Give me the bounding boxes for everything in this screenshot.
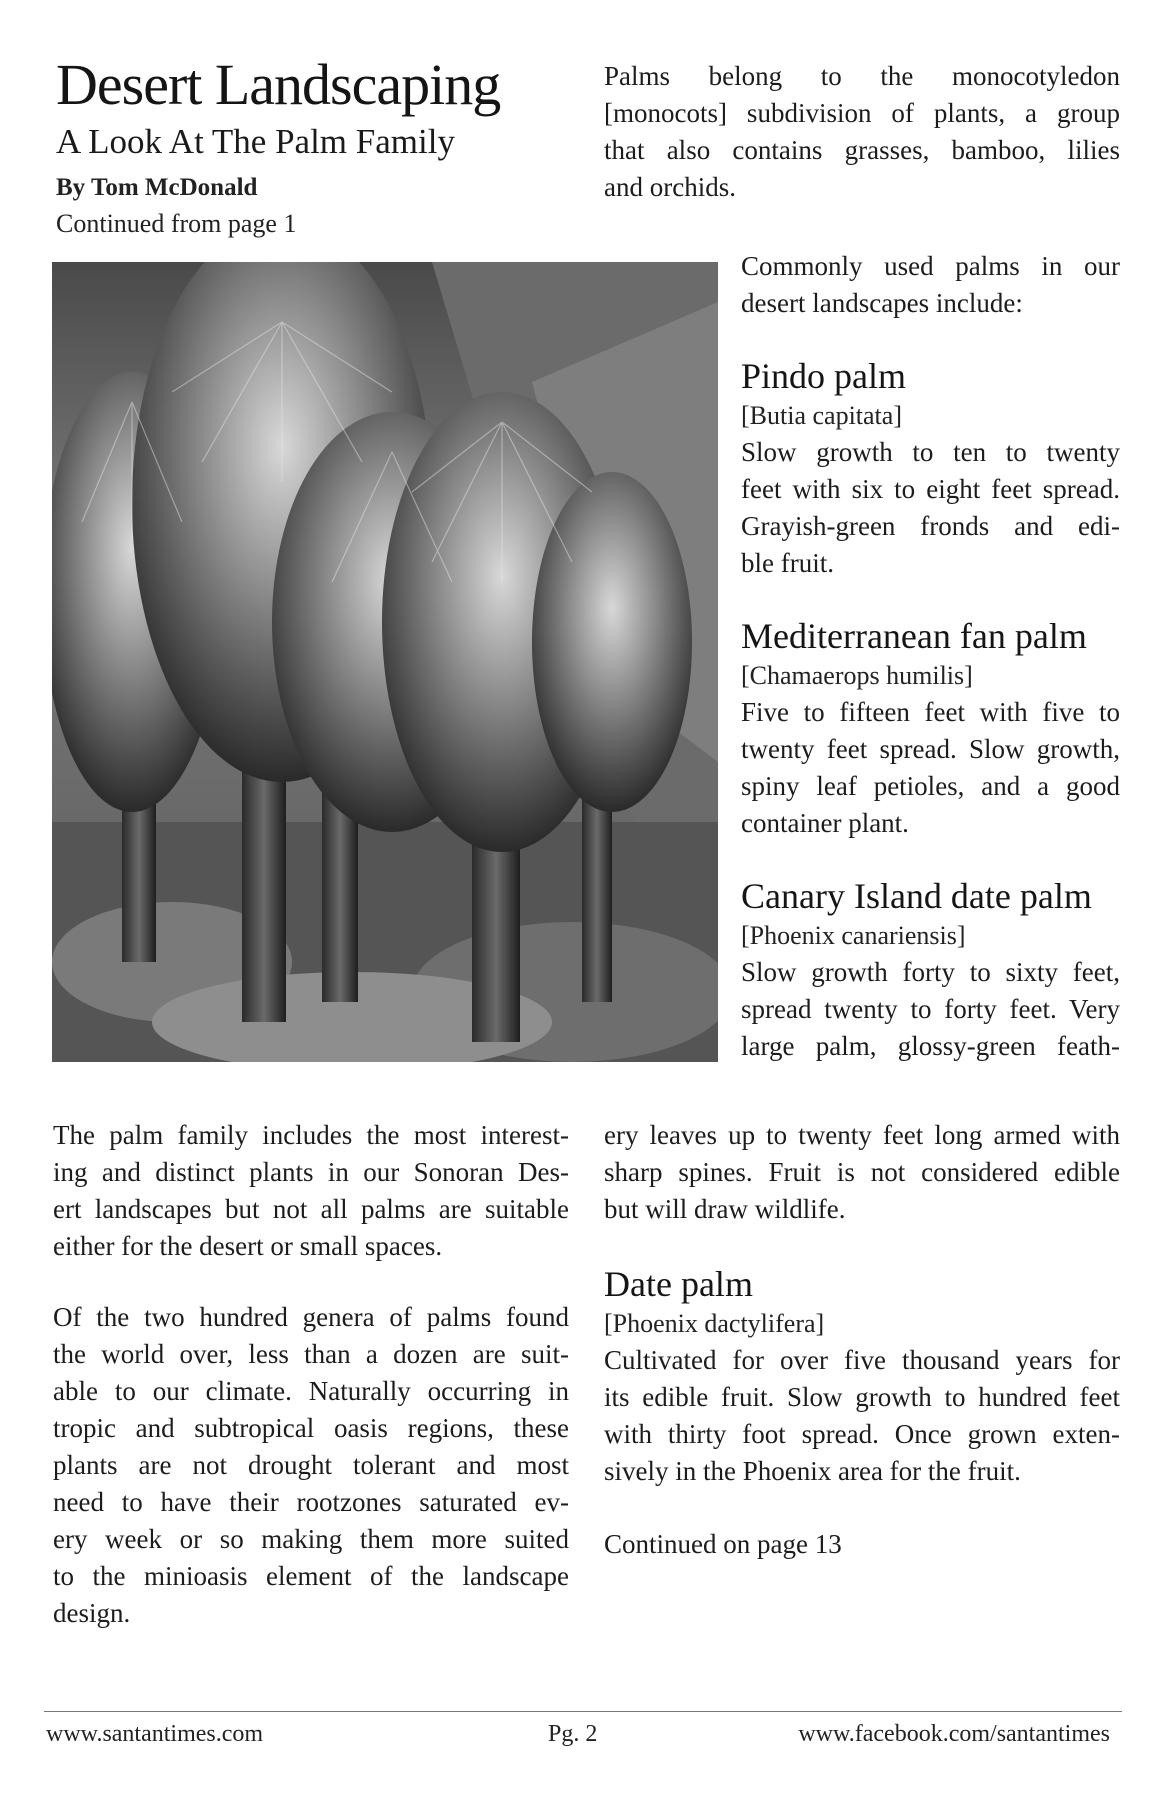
text-line: design. [53, 1598, 131, 1628]
intro-paragraph [604, 58, 1120, 206]
text-line: with thirty foot spread. Once grown exten- [604, 1419, 1120, 1449]
footer-website-link[interactable]: www.santantimes.com [46, 1721, 264, 1747]
text-line: Five to fifteen feet with five to [741, 697, 1120, 727]
text-line: but will draw wildlife. [604, 1194, 846, 1224]
text-line: ert landscapes but not all palms are suitable [53, 1194, 569, 1224]
palm-entry-mediterranean [741, 614, 1120, 842]
left-column-text [53, 1117, 569, 1632]
text-line: its edible fruit. Slow growth to hundred feet [604, 1382, 1120, 1412]
text-line: Commonly used palms in our [741, 251, 1120, 281]
text-line: Cultivated for over five thousand years for [604, 1345, 1120, 1375]
palm-scientific-name: [Phoenix dactylifera] [604, 1309, 825, 1338]
text-line: either for the desert or small spaces. [53, 1231, 443, 1261]
commonly-used-paragraph [741, 248, 1120, 322]
article-title: Desert Landscaping [56, 52, 501, 117]
footer-divider [44, 1711, 1122, 1712]
palm-description [604, 1342, 1120, 1490]
palm-grove-photo [52, 262, 718, 1062]
palm-name: Pindo palm [741, 356, 907, 396]
palm-entry-canary-narrow [741, 874, 1120, 1065]
palm-list-wide [604, 1117, 1120, 1563]
text-line: plants are not drought tolerant and most [53, 1450, 569, 1480]
text-line: desert landscapes include: [741, 288, 1023, 318]
continued-from-note: Continued from page 1 [56, 209, 297, 238]
text-line: to the minioasis element of the landscape [53, 1561, 569, 1591]
text-line: large palm, glossy-green feath- [741, 1031, 1120, 1061]
footer-facebook-link[interactable]: www.facebook.com/santantimes [798, 1721, 1110, 1747]
text-line: need to have their rootzones saturated ev- [53, 1487, 569, 1517]
text-line: able to our climate. Naturally occurring in [53, 1376, 569, 1406]
text-line: ery week or so making them more suited [53, 1524, 569, 1554]
page-number: Pg. 2 [548, 1721, 598, 1747]
text-line: ble fruit. [741, 548, 834, 578]
text-line: the world over, less than a dozen are suit- [53, 1339, 569, 1369]
palm-name: Canary Island date palm [741, 876, 1092, 916]
palm-name: Mediterranean fan palm [741, 616, 1087, 656]
text-line: ery leaves up to twenty feet long armed with [604, 1120, 1120, 1150]
text-line: Palms belong to the monocotyledon [604, 61, 1120, 91]
text-line: feet with six to eight feet spread. [741, 474, 1120, 504]
text-line: sively in the Phoenix area for the fruit. [604, 1456, 1021, 1486]
palm-scientific-name: [Butia capitata] [741, 401, 902, 430]
text-line: spiny leaf petioles, and a good [741, 771, 1120, 801]
text-line: The palm family includes the most interest- [53, 1120, 569, 1150]
palm-scientific-name: [Chamaerops humilis] [741, 661, 973, 690]
text-line: Slow growth to ten to twenty [741, 437, 1120, 467]
continued-on-note: Continued on page 13 [604, 1529, 842, 1559]
text-line: sharp spines. Fruit is not considered edible [604, 1157, 1120, 1187]
article-subtitle: A Look At The Palm Family [56, 122, 455, 161]
text-line: container plant. [741, 808, 909, 838]
paragraph-genera [53, 1299, 569, 1632]
palm-description [741, 434, 1120, 582]
palm-name: Date palm [604, 1264, 753, 1304]
palm-grove-illustration [52, 262, 718, 1062]
text-line: Slow growth forty to sixty feet, [741, 957, 1120, 987]
palm-description [741, 694, 1120, 842]
palm-entry-pindo [741, 354, 1120, 582]
text-line: [monocots] subdivision of plants, a group [604, 98, 1120, 128]
text-line: that also contains grasses, bamboo, lilies [604, 135, 1120, 165]
text-line: twenty feet spread. Slow growth, [741, 734, 1120, 764]
palm-description [741, 954, 1120, 1065]
text-line: Grayish-green fronds and edi- [741, 511, 1120, 541]
palm-list-narrow [741, 248, 1120, 1065]
text-line: and orchids. [604, 172, 736, 202]
text-line: ing and distinct plants in our Sonoran Des- [53, 1157, 569, 1187]
text-line: Of the two hundred genera of palms found [53, 1302, 569, 1332]
paragraph-palm-family [53, 1117, 569, 1265]
text-line: spread twenty to forty feet. Very [741, 994, 1120, 1024]
palm-description-continued [604, 1117, 1120, 1228]
byline: By Tom McDonald [56, 174, 258, 201]
text-line: tropic and subtropical oasis regions, these [53, 1413, 569, 1443]
palm-entry-date [604, 1262, 1120, 1490]
palm-scientific-name: [Phoenix canariensis] [741, 921, 966, 950]
